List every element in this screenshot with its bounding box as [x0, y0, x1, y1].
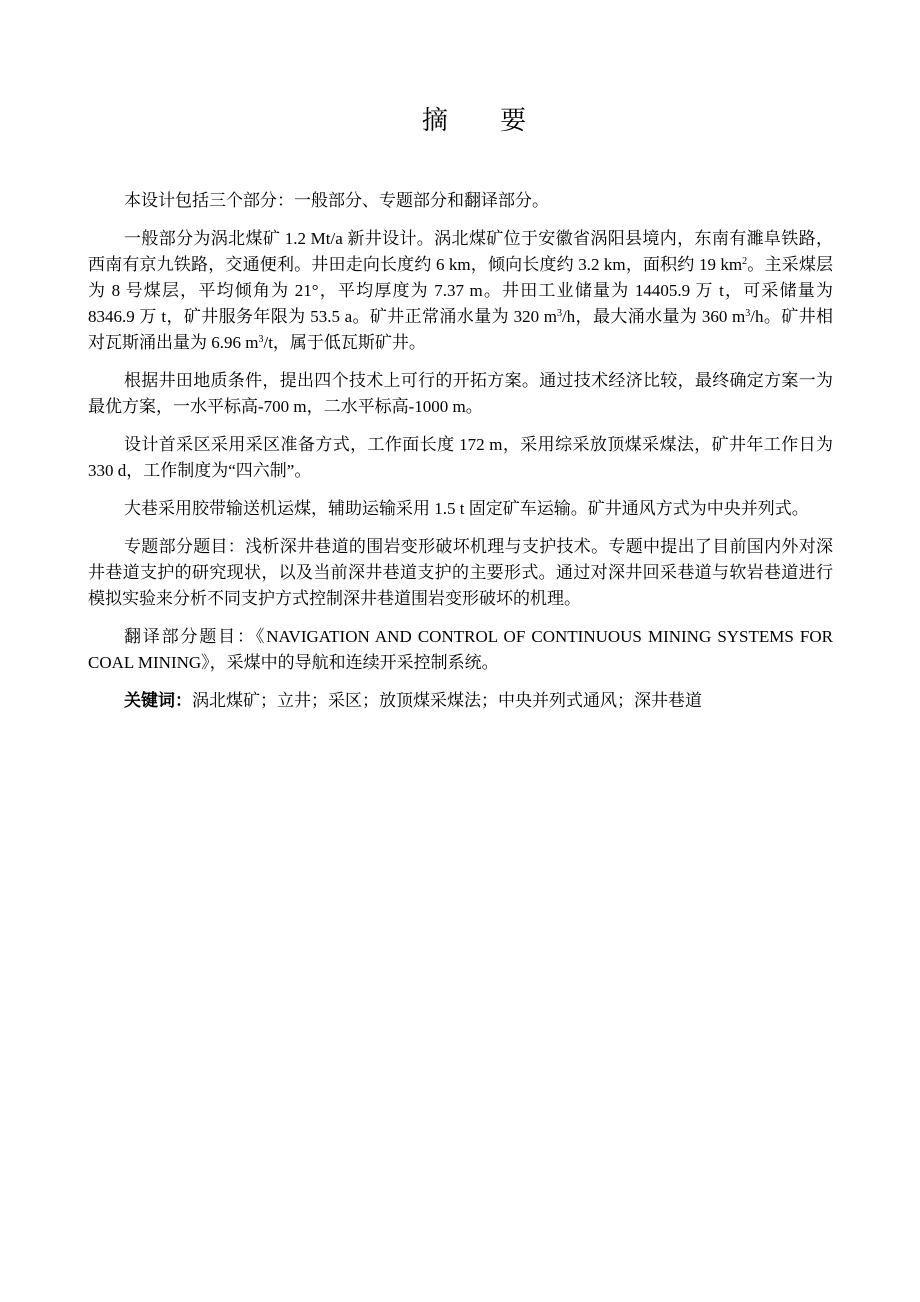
paragraph-text: /h，最大涌水量为 360 m — [561, 307, 746, 326]
paragraph-transport-ventilation: 大巷采用胶带输送机运煤，辅助运输采用 1.5 t 固定矿车运输。矿井通风方式为中央并列式。 — [124, 499, 809, 518]
paragraph-text: 。主采煤层为 8 号煤层，平均倾角为 21°，平均厚度为 7.37 m。井田工业储量为 14405.9 万 t，可采储量为 8346.9 万 t，矿井服务年限为 53.5 a。矿井正常涌水量为 320 m — [88, 255, 834, 326]
paragraph-special-topic: 专题部分题目：浅析深井巷道的围岩变形破坏机理与支护技术。专题中提出了目前国内外对深井巷道支护的研究现状，以及当前深井巷道支护的主要形式。通过对深井回采巷道与软岩巷道进行模拟实验来分析不同支护方式控制深井巷道围岩变形破坏的机理。 — [88, 537, 833, 608]
paragraph-text: 一般部分为涡北煤矿 1.2 Mt/a 新井设计。涡北煤矿位于安徽省涡阳县境内，东南有濉阜铁路，西南有京九铁路，交通便利。井田走向长度约 6 km，倾向长度约 3.2 km，面积约 19 km — [88, 229, 833, 274]
abstract-body — [88, 188, 833, 726]
paragraph-text: /t，属于低瓦斯矿井。 — [263, 333, 426, 352]
keywords-line — [88, 688, 833, 714]
paragraph-development-plan: 根据井田地质条件，提出四个技术上可行的开拓方案。通过技术经济比较，最终确定方案一为最优方案，一水平标高-700 m，二水平标高-1000 m。 — [88, 371, 833, 416]
paragraph-mining-district: 设计首采区采用采区准备方式，工作面长度 172 m，采用综采放顶煤采煤法，矿井年工作日为 330 d，工作制度为“四六制”。 — [88, 435, 833, 480]
superscript: 3 — [745, 308, 751, 319]
superscript: 2 — [742, 256, 748, 267]
paragraph-translation: 翻译部分题目：《NAVIGATION AND CONTROL OF CONTINUOUS MINING SYSTEMS FOR COAL MINING》，采煤中的导航和连续开采控制系统。 — [88, 627, 833, 672]
abstract-title: 摘 要 — [421, 106, 549, 136]
paragraph-overview: 本设计包括三个部分：一般部分、专题部分和翻译部分。 — [124, 191, 549, 210]
keywords-label: 关键词： — [124, 691, 192, 711]
superscript: 3 — [258, 334, 264, 345]
keywords-text: 涡北煤矿；立井；采区；放顶煤采煤法；中央并列式通风；深井巷道 — [192, 691, 702, 710]
paragraph-text: /h。矿井相对瓦斯涌出量为 6.96 m — [88, 307, 833, 352]
paragraph-general-part — [88, 226, 833, 356]
superscript: 3 — [556, 308, 562, 319]
